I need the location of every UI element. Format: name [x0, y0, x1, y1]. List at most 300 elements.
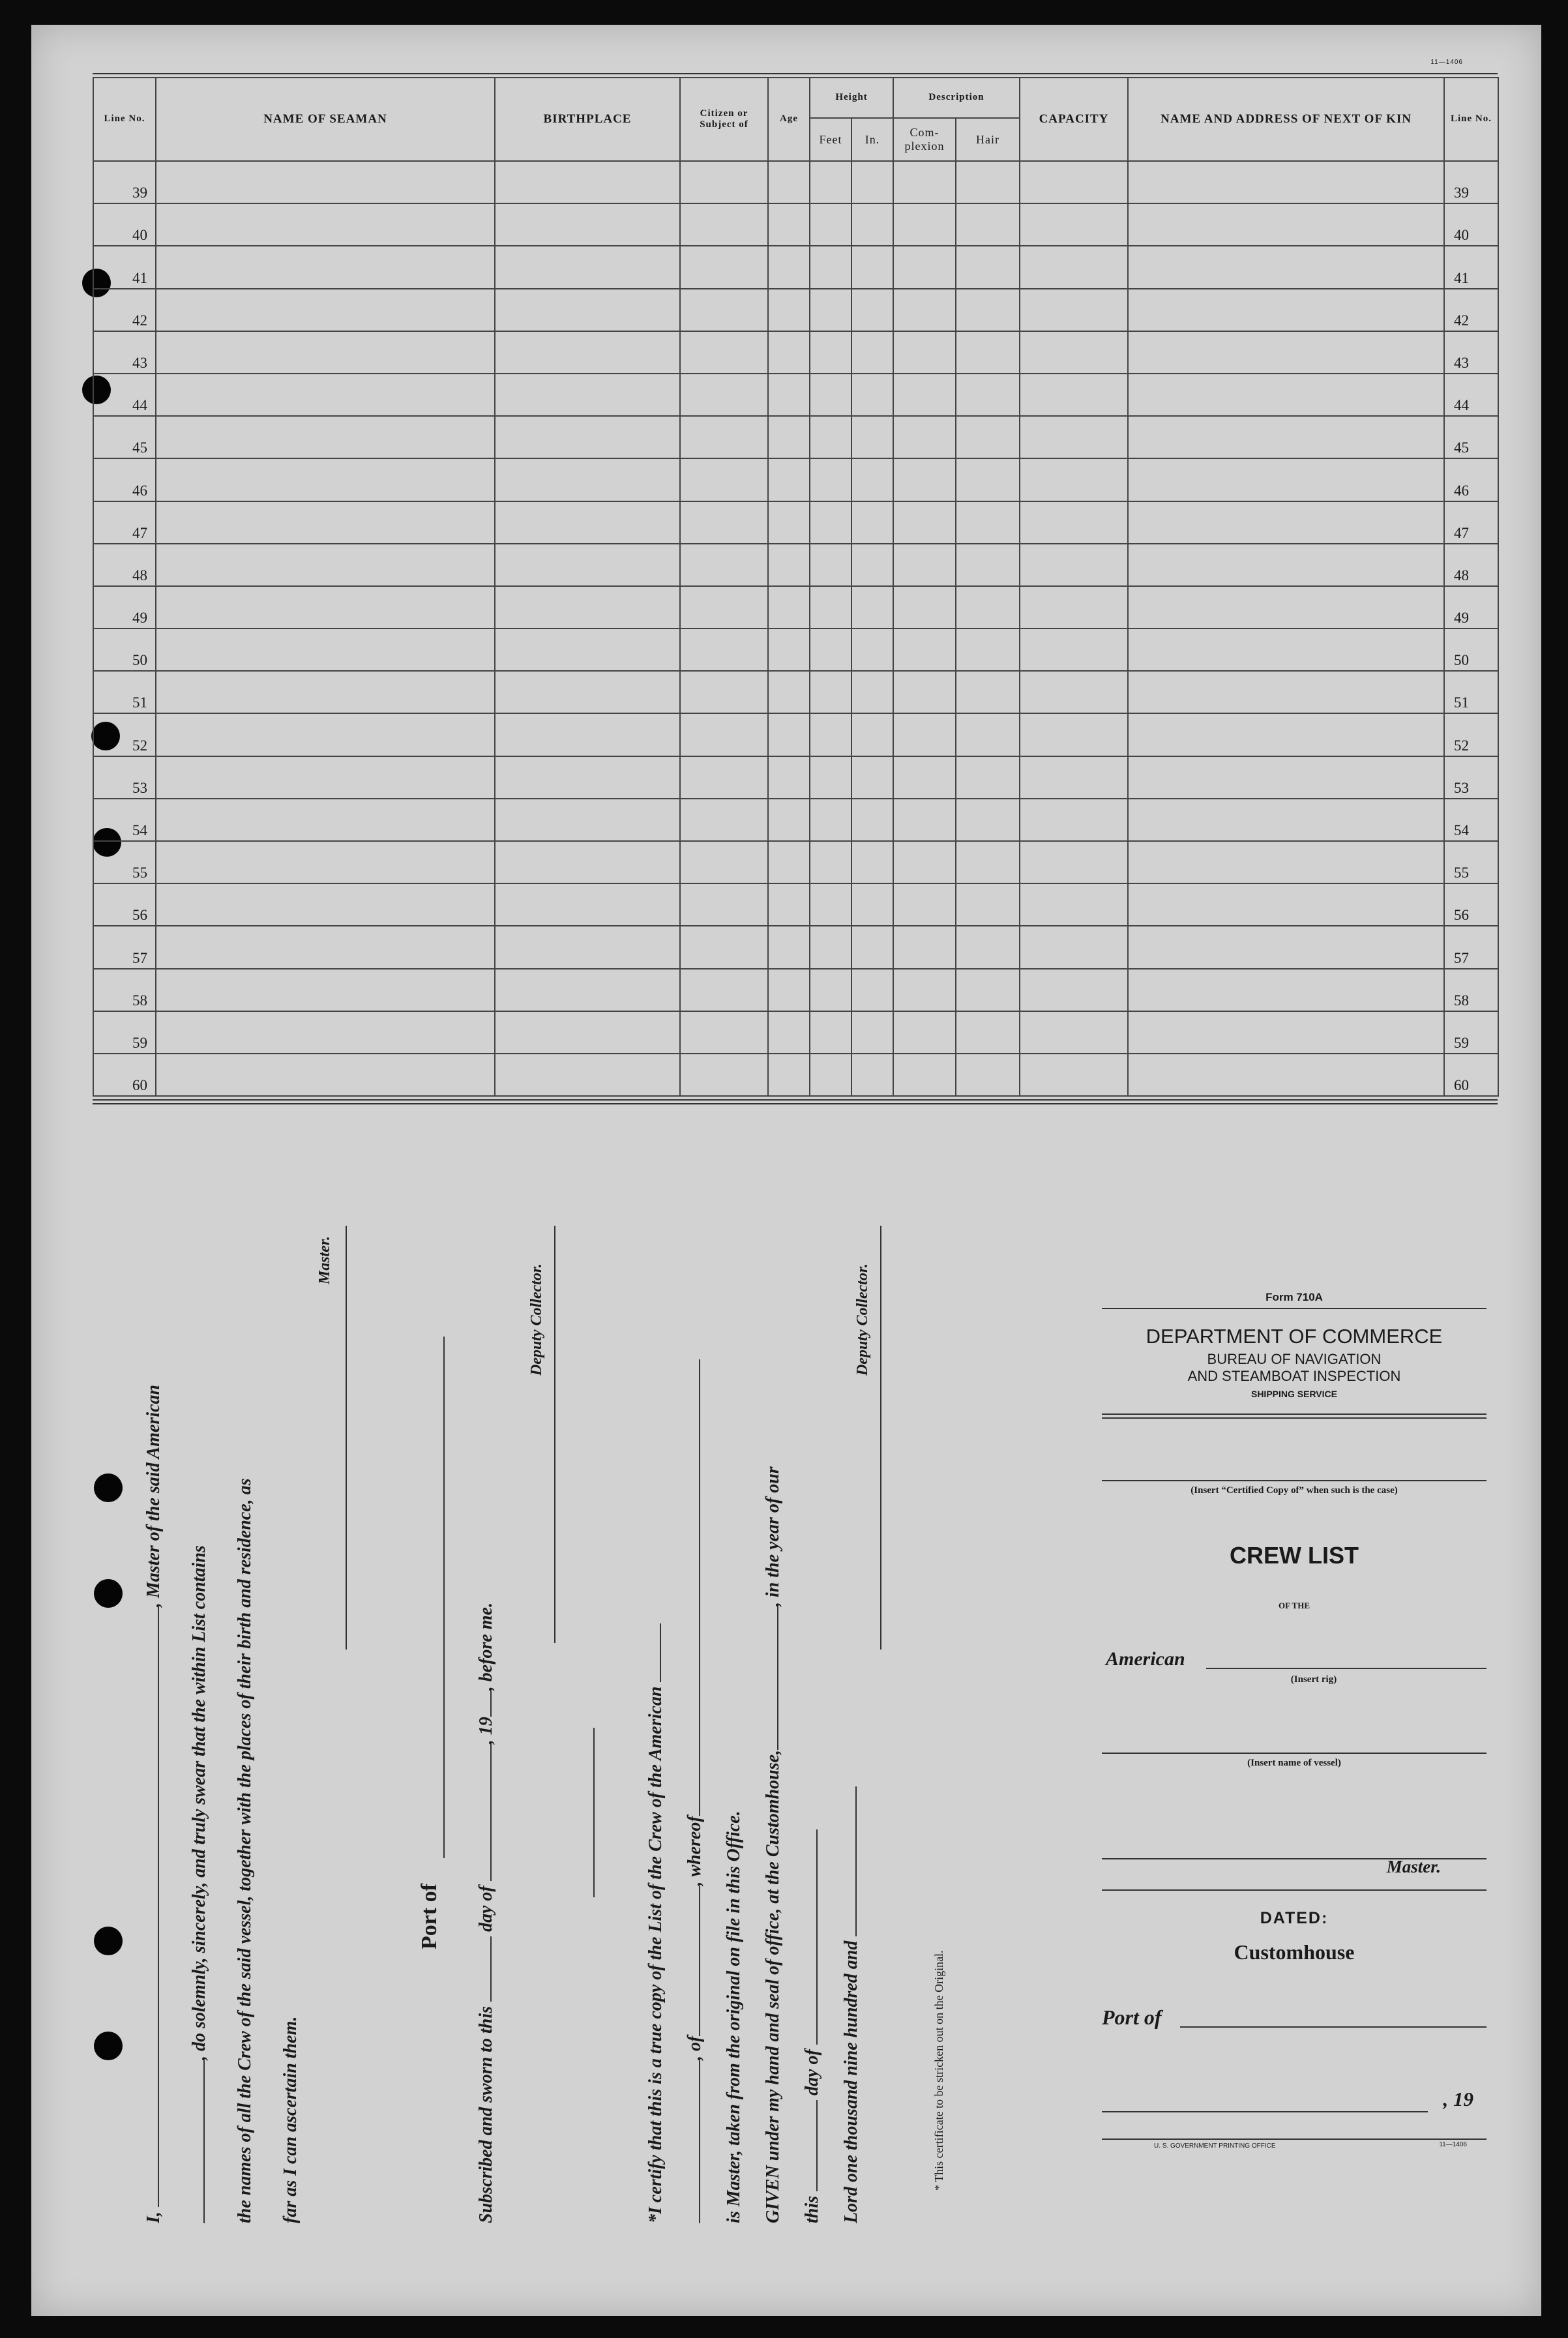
- crew-cell[interactable]: [893, 841, 956, 883]
- crew-cell[interactable]: [156, 416, 495, 458]
- given-place-blank[interactable]: [777, 1606, 778, 1750]
- crew-cell[interactable]: [680, 883, 768, 926]
- master-name-blank[interactable]: [157, 1607, 159, 2207]
- sworn-day-of: day of: [476, 1886, 496, 1932]
- crew-cell[interactable]: [768, 883, 810, 926]
- crew-cell[interactable]: [851, 586, 893, 629]
- rig-line[interactable]: [1206, 1668, 1487, 1669]
- line-number-left: 40: [93, 203, 156, 246]
- line-number-left: 56: [93, 883, 156, 926]
- line-number-right: 56: [1444, 883, 1498, 926]
- crew-cell[interactable]: [680, 203, 768, 246]
- crew-cell[interactable]: [893, 1011, 956, 1054]
- crew-cell[interactable]: [851, 289, 893, 331]
- crew-cell[interactable]: [1128, 331, 1444, 374]
- crew-cell[interactable]: [768, 501, 810, 544]
- crew-cell[interactable]: [156, 671, 495, 713]
- crew-cell[interactable]: [810, 756, 851, 799]
- crew-cell[interactable]: [810, 1054, 851, 1096]
- crew-cell[interactable]: [893, 756, 956, 799]
- dated-label: DATED:: [1260, 1909, 1329, 1927]
- crew-cell[interactable]: [768, 416, 810, 458]
- crew-cell[interactable]: [893, 289, 956, 331]
- crew-cell[interactable]: [768, 586, 810, 629]
- crew-cell[interactable]: [680, 1054, 768, 1096]
- line-number-left: 57: [93, 926, 156, 968]
- vessel-name-blank[interactable]: [203, 2060, 205, 2223]
- crew-cell[interactable]: [1128, 883, 1444, 926]
- crew-cell[interactable]: [768, 969, 810, 1011]
- crew-cell[interactable]: [851, 501, 893, 544]
- crew-cell[interactable]: [956, 799, 1020, 841]
- crew-cell[interactable]: [156, 586, 495, 629]
- crew-cell[interactable]: [768, 799, 810, 841]
- crew-cell[interactable]: [956, 203, 1020, 246]
- crew-cell[interactable]: [893, 331, 956, 374]
- crew-cell[interactable]: [810, 246, 851, 288]
- header-line-no-right: Line No.: [1444, 78, 1498, 161]
- crew-cell[interactable]: [1128, 501, 1444, 544]
- crew-cell[interactable]: [851, 203, 893, 246]
- crew-cell[interactable]: [1020, 246, 1128, 288]
- affidavit-i: I,: [143, 2212, 164, 2223]
- port-line[interactable]: [1180, 2026, 1487, 2028]
- crew-cell[interactable]: [810, 416, 851, 458]
- crew-cell[interactable]: [810, 544, 851, 586]
- crew-cell[interactable]: [495, 883, 680, 926]
- crew-cell[interactable]: [893, 246, 956, 288]
- crew-cell[interactable]: [768, 1011, 810, 1054]
- crew-cell[interactable]: [680, 713, 768, 756]
- crew-cell[interactable]: [1020, 161, 1128, 203]
- line-number-left: 60: [93, 1054, 156, 1096]
- crew-cell[interactable]: [810, 969, 851, 1011]
- line-number-left: 44: [93, 374, 156, 416]
- crew-cell[interactable]: [1128, 246, 1444, 288]
- line-number-left: 54: [93, 799, 156, 841]
- crew-cell[interactable]: [1020, 671, 1128, 713]
- crew-cell[interactable]: [495, 713, 680, 756]
- crew-cell[interactable]: [956, 331, 1020, 374]
- insert-vessel-label: (Insert name of vessel): [1247, 1758, 1341, 1768]
- crew-cell[interactable]: [1020, 713, 1128, 756]
- crew-cell[interactable]: [495, 1011, 680, 1054]
- crew-cell[interactable]: [1128, 629, 1444, 671]
- crew-cell[interactable]: [1020, 1054, 1128, 1096]
- header-feet: Feet: [810, 118, 851, 161]
- crew-cell[interactable]: [1020, 203, 1128, 246]
- certificate-footnote: * This certificate to be stricken out on the Original.: [932, 1950, 945, 2191]
- crew-cell[interactable]: [680, 586, 768, 629]
- crew-cell[interactable]: [810, 713, 851, 756]
- crew-cell[interactable]: [156, 756, 495, 799]
- crew-cell[interactable]: [810, 289, 851, 331]
- crew-table-row: [93, 161, 1498, 203]
- crew-cell[interactable]: [768, 629, 810, 671]
- crew-cell[interactable]: [156, 501, 495, 544]
- crew-cell[interactable]: [1128, 586, 1444, 629]
- crew-cell[interactable]: [893, 458, 956, 501]
- crew-cell[interactable]: [956, 544, 1020, 586]
- crew-cell[interactable]: [1128, 756, 1444, 799]
- crew-cell[interactable]: [851, 458, 893, 501]
- crew-cell[interactable]: [851, 161, 893, 203]
- crew-cell[interactable]: [893, 629, 956, 671]
- crew-cell[interactable]: [495, 289, 680, 331]
- crew-cell[interactable]: [810, 841, 851, 883]
- crew-cell[interactable]: [680, 629, 768, 671]
- crew-cell[interactable]: [495, 629, 680, 671]
- header-birthplace: BIRTHPLACE: [495, 78, 680, 161]
- crew-cell[interactable]: [851, 841, 893, 883]
- crew-cell[interactable]: [768, 713, 810, 756]
- crew-cell[interactable]: [680, 1011, 768, 1054]
- crew-cell[interactable]: [893, 374, 956, 416]
- line-number-right: 54: [1444, 799, 1498, 841]
- crew-cell[interactable]: [768, 289, 810, 331]
- crew-cell[interactable]: [851, 629, 893, 671]
- crew-cell[interactable]: [495, 374, 680, 416]
- crew-cell[interactable]: [156, 1054, 495, 1096]
- certify-master-blank[interactable]: [698, 1359, 700, 1816]
- crew-cell[interactable]: [1128, 799, 1444, 841]
- crew-cell[interactable]: [956, 161, 1020, 203]
- crew-cell[interactable]: [1128, 1054, 1444, 1096]
- crew-cell[interactable]: [956, 586, 1020, 629]
- crew-cell[interactable]: [1128, 544, 1444, 586]
- crew-table-row: [93, 629, 1498, 671]
- crew-cell[interactable]: [810, 374, 851, 416]
- crew-cell[interactable]: [680, 161, 768, 203]
- crew-cell[interactable]: [680, 331, 768, 374]
- crew-cell[interactable]: [495, 203, 680, 246]
- crew-cell[interactable]: [495, 416, 680, 458]
- crew-cell[interactable]: [156, 713, 495, 756]
- crew-cell[interactable]: [680, 374, 768, 416]
- line-number-right: 57: [1444, 926, 1498, 968]
- sworn-month-blank[interactable]: [490, 1744, 492, 1881]
- port-of-label: Port of: [417, 1883, 441, 1949]
- crew-cell[interactable]: [810, 331, 851, 374]
- crew-cell[interactable]: [1020, 416, 1128, 458]
- crew-cell[interactable]: [680, 969, 768, 1011]
- crew-cell[interactable]: [956, 374, 1020, 416]
- header-name-of-seaman: NAME OF SEAMAN: [156, 78, 495, 161]
- given-this: this: [802, 2195, 822, 2223]
- crew-cell[interactable]: [893, 799, 956, 841]
- crew-cell[interactable]: [768, 841, 810, 883]
- crew-cell[interactable]: [1128, 289, 1444, 331]
- punch-hole: [94, 2032, 123, 2060]
- crew-cell[interactable]: [893, 416, 956, 458]
- crew-cell[interactable]: [1128, 926, 1444, 968]
- crew-cell[interactable]: [956, 671, 1020, 713]
- crew-cell[interactable]: [956, 1054, 1020, 1096]
- crew-cell[interactable]: [1020, 289, 1128, 331]
- crew-cell[interactable]: [1020, 926, 1128, 968]
- crew-cell[interactable]: [1020, 969, 1128, 1011]
- crew-cell[interactable]: [156, 841, 495, 883]
- crew-cell[interactable]: [495, 756, 680, 799]
- crew-cell[interactable]: [680, 756, 768, 799]
- crew-cell[interactable]: [156, 289, 495, 331]
- affidavit-line-3: the names of all the Crew of the said vessel, together with the places of their birth and residence, as: [235, 1478, 255, 2223]
- crew-cell[interactable]: [768, 203, 810, 246]
- crew-cell[interactable]: [495, 544, 680, 586]
- shipping-service: SHIPPING SERVICE: [1250, 1389, 1337, 1399]
- line-number-right: 47: [1444, 501, 1498, 544]
- insert-rig-label: (Insert rig): [1290, 1674, 1337, 1685]
- crew-cell[interactable]: [893, 501, 956, 544]
- crew-cell[interactable]: [956, 289, 1020, 331]
- crew-cell[interactable]: [495, 671, 680, 713]
- crew-cell[interactable]: [1020, 629, 1128, 671]
- crew-cell[interactable]: [893, 1054, 956, 1096]
- crew-cell[interactable]: [851, 671, 893, 713]
- date-line[interactable]: [1102, 2111, 1428, 2112]
- line-number-left: 46: [93, 458, 156, 501]
- crew-cell[interactable]: [495, 969, 680, 1011]
- crew-cell[interactable]: [1128, 374, 1444, 416]
- crew-cell[interactable]: [956, 629, 1020, 671]
- vessel-name-line[interactable]: [1102, 1753, 1487, 1754]
- crew-cell[interactable]: [680, 289, 768, 331]
- crew-cell[interactable]: [956, 501, 1020, 544]
- crew-cell[interactable]: [893, 713, 956, 756]
- crew-cell[interactable]: [156, 799, 495, 841]
- crew-cell[interactable]: [768, 246, 810, 288]
- crew-cell[interactable]: [1128, 969, 1444, 1011]
- crew-list-title: CREW LIST: [1230, 1542, 1359, 1569]
- crew-table-row: [93, 246, 1498, 288]
- crew-cell[interactable]: [1128, 671, 1444, 713]
- crew-cell[interactable]: [156, 926, 495, 968]
- sworn-before-me: , before me.: [476, 1602, 496, 1691]
- crew-cell[interactable]: [495, 841, 680, 883]
- crew-cell[interactable]: [1128, 841, 1444, 883]
- crew-cell[interactable]: [851, 416, 893, 458]
- crew-cell[interactable]: [1128, 203, 1444, 246]
- crew-table-row: [93, 501, 1498, 544]
- crew-cell[interactable]: [768, 926, 810, 968]
- crew-cell[interactable]: [851, 926, 893, 968]
- given-month-blank[interactable]: [816, 1829, 818, 2045]
- crew-table-row: [93, 713, 1498, 756]
- crew-cell[interactable]: [893, 926, 956, 968]
- crew-table-row: [93, 756, 1498, 799]
- line-number-right: 55: [1444, 841, 1498, 883]
- crew-cell[interactable]: [680, 671, 768, 713]
- crew-cell[interactable]: [810, 799, 851, 841]
- crew-cell[interactable]: [810, 926, 851, 968]
- crew-cell[interactable]: [1020, 756, 1128, 799]
- crew-cell[interactable]: [156, 161, 495, 203]
- crew-cell[interactable]: [768, 458, 810, 501]
- crew-cell[interactable]: [956, 246, 1020, 288]
- crew-cell[interactable]: [768, 161, 810, 203]
- crew-cell[interactable]: [495, 586, 680, 629]
- crew-cell[interactable]: [680, 799, 768, 841]
- crew-cell[interactable]: [680, 416, 768, 458]
- crew-cell[interactable]: [956, 756, 1020, 799]
- given-year-of-our: , in the year of our: [763, 1466, 783, 1606]
- crew-cell[interactable]: [1128, 161, 1444, 203]
- line-number-left: 52: [93, 713, 156, 756]
- crew-cell[interactable]: [680, 458, 768, 501]
- crew-cell[interactable]: [810, 1011, 851, 1054]
- master-label: Master.: [316, 1236, 333, 1284]
- port-of-line[interactable]: [443, 1337, 445, 1858]
- crew-cell[interactable]: [1020, 1011, 1128, 1054]
- crew-cell[interactable]: [851, 756, 893, 799]
- crew-cell[interactable]: [495, 246, 680, 288]
- crew-cell[interactable]: [851, 799, 893, 841]
- crew-cell[interactable]: [156, 544, 495, 586]
- crew-cell[interactable]: [893, 203, 956, 246]
- crew-cell[interactable]: [1020, 883, 1128, 926]
- crew-cell[interactable]: [1128, 458, 1444, 501]
- crew-cell[interactable]: [956, 416, 1020, 458]
- given-year-blank[interactable]: [855, 1786, 857, 1936]
- crew-cell[interactable]: [156, 246, 495, 288]
- line-number-left: 53: [93, 756, 156, 799]
- crew-cell[interactable]: [956, 458, 1020, 501]
- sworn-year: , 19: [476, 1717, 496, 1745]
- certify-vessel2-blank[interactable]: [698, 2060, 700, 2223]
- crew-cell[interactable]: [768, 544, 810, 586]
- master-signature-line[interactable]: [346, 1226, 347, 1650]
- crew-cell[interactable]: [810, 501, 851, 544]
- short-rule: [593, 1728, 595, 1897]
- crew-table-row: [93, 544, 1498, 586]
- crew-cell[interactable]: [893, 161, 956, 203]
- crew-cell[interactable]: [810, 883, 851, 926]
- crew-cell[interactable]: [851, 713, 893, 756]
- crew-cell[interactable]: [1128, 416, 1444, 458]
- crew-cell[interactable]: [680, 501, 768, 544]
- crew-cell[interactable]: [156, 458, 495, 501]
- crew-cell[interactable]: [851, 331, 893, 374]
- crew-cell[interactable]: [1020, 501, 1128, 544]
- crew-cell[interactable]: [680, 246, 768, 288]
- certify-port-blank[interactable]: [698, 1886, 700, 2036]
- crew-cell[interactable]: [956, 883, 1020, 926]
- crew-cell[interactable]: [851, 374, 893, 416]
- crew-cell[interactable]: [851, 544, 893, 586]
- header-next-of-kin: NAME AND ADDRESS OF NEXT OF KIN: [1128, 78, 1444, 161]
- crew-cell[interactable]: [495, 926, 680, 968]
- certify-vessel-blank[interactable]: [659, 1623, 661, 1682]
- sworn-day-blank[interactable]: [490, 1936, 492, 2002]
- crew-cell[interactable]: [768, 331, 810, 374]
- sworn-year-blank[interactable]: [490, 1691, 492, 1717]
- crew-cell[interactable]: [851, 883, 893, 926]
- crew-cell[interactable]: [893, 883, 956, 926]
- crew-cell[interactable]: [680, 544, 768, 586]
- crew-cell[interactable]: [810, 203, 851, 246]
- crew-cell[interactable]: [893, 671, 956, 713]
- header-complexion: Com- plexion: [893, 118, 956, 161]
- crew-cell[interactable]: [893, 586, 956, 629]
- crew-cell[interactable]: [1020, 374, 1128, 416]
- line-number-right: 58: [1444, 969, 1498, 1011]
- crew-cell[interactable]: [495, 799, 680, 841]
- insert-certified-note: (Insert “Certified Copy of” when such is the case): [1191, 1485, 1398, 1496]
- crew-cell[interactable]: [1020, 586, 1128, 629]
- crew-cell[interactable]: [893, 544, 956, 586]
- crew-cell[interactable]: [1020, 544, 1128, 586]
- crew-cell[interactable]: [1020, 331, 1128, 374]
- crew-cell[interactable]: [1128, 713, 1444, 756]
- crew-cell[interactable]: [810, 671, 851, 713]
- crew-cell[interactable]: [156, 203, 495, 246]
- crew-cell[interactable]: [956, 926, 1020, 968]
- line-number-left: 43: [93, 331, 156, 374]
- deputy-signature-line[interactable]: [554, 1226, 555, 1643]
- crew-cell[interactable]: [956, 841, 1020, 883]
- crew-cell[interactable]: [768, 671, 810, 713]
- crew-table-row: [93, 289, 1498, 331]
- crew-cell[interactable]: [851, 969, 893, 1011]
- line-number-left: 59: [93, 1011, 156, 1054]
- crew-cell[interactable]: [851, 1011, 893, 1054]
- crew-cell[interactable]: [851, 1054, 893, 1096]
- header-age: Age: [768, 78, 810, 161]
- crew-cell[interactable]: [680, 841, 768, 883]
- crew-cell[interactable]: [810, 629, 851, 671]
- crew-cell[interactable]: [495, 1054, 680, 1096]
- crew-cell[interactable]: [851, 246, 893, 288]
- crew-cell[interactable]: [1020, 841, 1128, 883]
- crew-cell[interactable]: [956, 1011, 1020, 1054]
- crew-cell[interactable]: [768, 374, 810, 416]
- crew-cell[interactable]: [156, 629, 495, 671]
- crew-cell[interactable]: [156, 331, 495, 374]
- crew-cell[interactable]: [1020, 458, 1128, 501]
- given-day-blank[interactable]: [816, 2100, 818, 2191]
- crew-cell[interactable]: [495, 501, 680, 544]
- crew-cell[interactable]: [495, 161, 680, 203]
- crew-cell[interactable]: [495, 458, 680, 501]
- crew-cell[interactable]: [956, 713, 1020, 756]
- crew-table-row: [93, 1054, 1498, 1096]
- line-number-right: 40: [1444, 203, 1498, 246]
- crew-cell[interactable]: [156, 374, 495, 416]
- line-number-left: 42: [93, 289, 156, 331]
- crew-cell[interactable]: [156, 1011, 495, 1054]
- crew-cell[interactable]: [1128, 1011, 1444, 1054]
- crew-cell[interactable]: [1020, 799, 1128, 841]
- crew-table-row: [93, 458, 1498, 501]
- line-number-right: 42: [1444, 289, 1498, 331]
- crew-cell[interactable]: [156, 883, 495, 926]
- crew-cell[interactable]: [956, 969, 1020, 1011]
- crew-cell[interactable]: [156, 969, 495, 1011]
- certified-copy-line[interactable]: [1102, 1480, 1487, 1481]
- crew-cell[interactable]: [810, 458, 851, 501]
- affidavit-section: [130, 1213, 1017, 2223]
- crew-cell[interactable]: [768, 756, 810, 799]
- crew-table-row: [93, 416, 1498, 458]
- given-day-of: day of: [802, 2049, 822, 2095]
- crew-cell[interactable]: [495, 331, 680, 374]
- deputy2-signature-line[interactable]: [880, 1226, 881, 1650]
- crew-cell[interactable]: [810, 161, 851, 203]
- crew-cell[interactable]: [680, 926, 768, 968]
- crew-cell[interactable]: [893, 969, 956, 1011]
- crew-cell[interactable]: [810, 586, 851, 629]
- crew-cell[interactable]: [768, 1054, 810, 1096]
